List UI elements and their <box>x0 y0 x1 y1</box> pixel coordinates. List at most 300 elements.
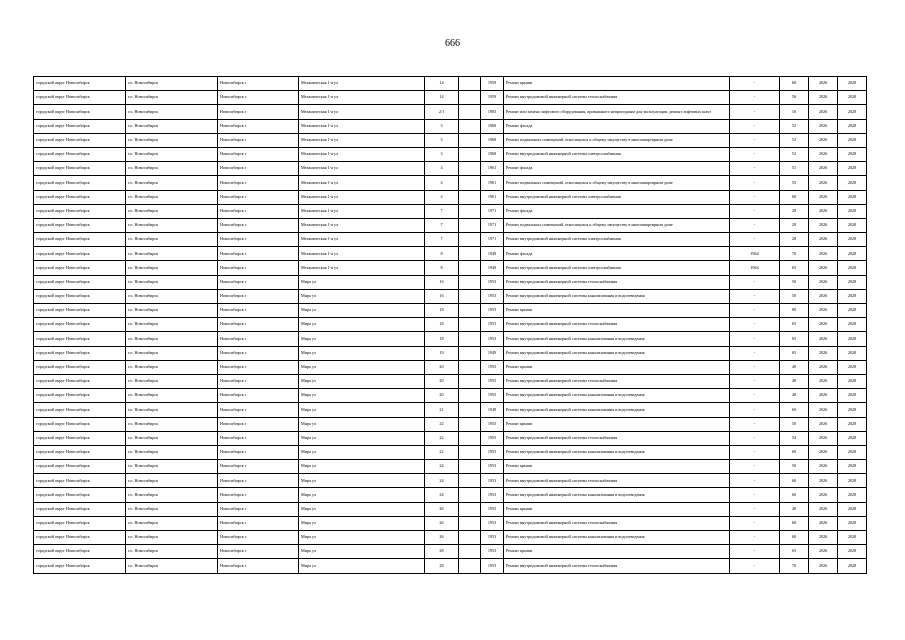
table-row <box>34 218 867 232</box>
cell-street: Мира ул <box>299 531 425 545</box>
cell-municipality: городской округ Новосибирск <box>34 474 126 488</box>
cell-street: Механическая 1-я ул <box>299 176 425 190</box>
cell-district: г.о. Новосибирск <box>126 332 218 346</box>
cell-year-built: 1955 <box>481 431 504 445</box>
cell-street: Механическая 1-я ул <box>299 261 425 275</box>
cell-district: г.о. Новосибирск <box>126 403 218 417</box>
cell-building <box>459 474 481 488</box>
cell-building <box>459 445 481 459</box>
table-row <box>34 431 867 445</box>
cell-reconstruction-year: - <box>730 304 780 318</box>
cell-municipality: городской округ Новосибирск <box>34 133 126 147</box>
cell-district: г.о. Новосибирск <box>126 417 218 431</box>
cell-year-built: 1971 <box>481 218 504 232</box>
cell-reconstruction-year: - <box>730 105 780 119</box>
cell-wear-percent: 55 <box>780 176 809 190</box>
cell-building <box>459 247 481 261</box>
cell-reconstruction-year: - <box>730 289 780 303</box>
cell-plan-end-year: 2028 <box>838 261 867 275</box>
cell-city: Новосибирск г <box>218 545 299 559</box>
cell-year-built: 1961 <box>481 162 504 176</box>
cell-wear-percent: 48 <box>780 374 809 388</box>
cell-house-number: 7 <box>425 204 459 218</box>
cell-street: Мира ул <box>299 417 425 431</box>
cell-building <box>459 374 481 388</box>
cell-house-number: 18 <box>425 332 459 346</box>
cell-street: Мира ул <box>299 289 425 303</box>
cell-plan-end-year: 2028 <box>838 403 867 417</box>
cell-city: Новосибирск г <box>218 190 299 204</box>
table-row <box>34 403 867 417</box>
cell-city: Новосибирск г <box>218 147 299 161</box>
cell-plan-end-year: 2028 <box>838 162 867 176</box>
cell-plan-end-year: 2028 <box>838 91 867 105</box>
cell-street: Механическая 1-я ул <box>299 91 425 105</box>
table-row <box>34 233 867 247</box>
cell-street: Механическая 1-я ул <box>299 119 425 133</box>
cell-building <box>459 204 481 218</box>
cell-year-built: 1953 <box>481 474 504 488</box>
page-number: 666 <box>445 38 460 49</box>
cell-house-number: 8 <box>425 247 459 261</box>
cell-plan-end-year: 2028 <box>838 204 867 218</box>
cell-plan-start-year: 2026 <box>809 531 838 545</box>
cell-building <box>459 488 481 502</box>
cell-house-number: 24 <box>425 488 459 502</box>
cell-plan-start-year: 2026 <box>809 176 838 190</box>
cell-wear-percent: 40 <box>780 360 809 374</box>
cell-house-number: 26 <box>425 502 459 516</box>
cell-wear-percent: 65 <box>780 545 809 559</box>
cell-municipality: городской округ Новосибирск <box>34 360 126 374</box>
cell-year-built: 1955 <box>481 445 504 459</box>
cell-year-built: 1953 <box>481 516 504 530</box>
cell-house-number: 22 <box>425 445 459 459</box>
cell-street: Мира ул <box>299 346 425 360</box>
cell-wear-percent: 40 <box>780 502 809 516</box>
cell-district: г.о. Новосибирск <box>126 119 218 133</box>
cell-reconstruction-year: - <box>730 346 780 360</box>
table-row <box>34 360 867 374</box>
cell-street: Механическая 1-я ул <box>299 218 425 232</box>
cell-plan-end-year: 2028 <box>838 389 867 403</box>
cell-house-number: 4 <box>425 190 459 204</box>
table-row <box>34 531 867 545</box>
cell-wear-percent: 52 <box>780 119 809 133</box>
cell-district: г.о. Новосибирск <box>126 545 218 559</box>
cell-plan-end-year: 2028 <box>838 417 867 431</box>
cell-street: Мира ул <box>299 488 425 502</box>
cell-street: Мира ул <box>299 374 425 388</box>
cell-city: Новосибирск г <box>218 289 299 303</box>
cell-district: г.о. Новосибирск <box>126 445 218 459</box>
cell-municipality: городской округ Новосибирск <box>34 559 126 573</box>
cell-year-built: 1953 <box>481 531 504 545</box>
cell-street: Мира ул <box>299 389 425 403</box>
cell-wear-percent: 51 <box>780 162 809 176</box>
cell-work-type: Ремонт внутридомовой инженерной системы электроснабжения <box>504 190 730 204</box>
cell-year-built: 1953 <box>481 460 504 474</box>
cell-year-built: 1953 <box>481 332 504 346</box>
table-row <box>34 105 867 119</box>
cell-municipality: городской округ Новосибирск <box>34 147 126 161</box>
cell-district: г.о. Новосибирск <box>126 133 218 147</box>
cell-building <box>459 460 481 474</box>
cell-building <box>459 147 481 161</box>
cell-district: г.о. Новосибирск <box>126 374 218 388</box>
cell-house-number: 8 <box>425 261 459 275</box>
cell-reconstruction-year: - <box>730 133 780 147</box>
cell-building <box>459 289 481 303</box>
cell-district: г.о. Новосибирск <box>126 261 218 275</box>
cell-street: Мира ул <box>299 332 425 346</box>
cell-municipality: городской округ Новосибирск <box>34 445 126 459</box>
cell-plan-start-year: 2026 <box>809 261 838 275</box>
cell-plan-start-year: 2026 <box>809 275 838 289</box>
cell-plan-end-year: 2028 <box>838 332 867 346</box>
cell-wear-percent: 65 <box>780 332 809 346</box>
cell-year-built: 1955 <box>481 360 504 374</box>
cell-district: г.о. Новосибирск <box>126 162 218 176</box>
cell-street: Механическая 1-я ул <box>299 247 425 261</box>
cell-plan-start-year: 2026 <box>809 389 838 403</box>
cell-building <box>459 389 481 403</box>
cell-city: Новосибирск г <box>218 105 299 119</box>
cell-street: Мира ул <box>299 545 425 559</box>
cell-wear-percent: 54 <box>780 431 809 445</box>
cell-district: г.о. Новосибирск <box>126 488 218 502</box>
cell-house-number: 2/1 <box>425 105 459 119</box>
cell-work-type: Ремонт внутридомовой инженерной системы теплоснабжения <box>504 275 730 289</box>
cell-municipality: городской округ Новосибирск <box>34 105 126 119</box>
table-row <box>34 502 867 516</box>
cell-wear-percent: 28 <box>780 233 809 247</box>
cell-work-type: Ремонт внутридомовой инженерной системы теплоснабжения <box>504 516 730 530</box>
cell-plan-end-year: 2028 <box>838 360 867 374</box>
cell-building <box>459 275 481 289</box>
cell-wear-percent: 70 <box>780 559 809 573</box>
cell-year-built: 1953 <box>481 318 504 332</box>
cell-city: Новосибирск г <box>218 275 299 289</box>
cell-district: г.о. Новосибирск <box>126 204 218 218</box>
cell-building <box>459 105 481 119</box>
cell-plan-end-year: 2028 <box>838 247 867 261</box>
cell-work-type: Ремонт внутридомовой инженерной системы канализования и водоотведения <box>504 531 730 545</box>
cell-plan-start-year: 2026 <box>809 247 838 261</box>
cell-building <box>459 218 481 232</box>
cell-municipality: городской округ Новосибирск <box>34 545 126 559</box>
cell-city: Новосибирск г <box>218 176 299 190</box>
cell-house-number: 16 <box>425 275 459 289</box>
cell-district: г.о. Новосибирск <box>126 474 218 488</box>
cell-wear-percent: 50 <box>780 289 809 303</box>
cell-plan-end-year: 2028 <box>838 531 867 545</box>
cell-reconstruction-year: - <box>730 559 780 573</box>
cell-year-built: 1968 <box>481 133 504 147</box>
cell-work-type: Ремонт внутридомовой инженерной системы канализования и водоотведения <box>504 488 730 502</box>
cell-work-type: Ремонт фасада <box>504 162 730 176</box>
cell-wear-percent: 56 <box>780 91 809 105</box>
cell-municipality: городской округ Новосибирск <box>34 374 126 388</box>
cell-plan-end-year: 2028 <box>838 318 867 332</box>
cell-house-number: 18 <box>425 304 459 318</box>
cell-work-type: Ремонт внутридомовой инженерной системы канализования и водоотведения <box>504 332 730 346</box>
cell-city: Новосибирск г <box>218 304 299 318</box>
cell-work-type: Ремонт крыши <box>504 77 730 91</box>
cell-municipality: городской округ Новосибирск <box>34 502 126 516</box>
cell-plan-start-year: 2026 <box>809 474 838 488</box>
cell-year-built: 1955 <box>481 374 504 388</box>
cell-work-type: Ремонт внутридомовой инженерной системы теплоснабжения <box>504 318 730 332</box>
cell-city: Новосибирск г <box>218 474 299 488</box>
cell-wear-percent: 60 <box>780 190 809 204</box>
cell-street: Мира ул <box>299 318 425 332</box>
cell-house-number: 4 <box>425 176 459 190</box>
cell-work-type: Ремонт внутридомовой инженерной системы канализования и водоотведения <box>504 289 730 303</box>
cell-work-type: Ремонт крыши <box>504 417 730 431</box>
cell-reconstruction-year: - <box>730 460 780 474</box>
cell-city: Новосибирск г <box>218 247 299 261</box>
cell-work-type: Ремонт крыши <box>504 502 730 516</box>
cell-plan-end-year: 2028 <box>838 218 867 232</box>
cell-municipality: городской округ Новосибирск <box>34 233 126 247</box>
cell-building <box>459 502 481 516</box>
cell-city: Новосибирск г <box>218 218 299 232</box>
cell-plan-start-year: 2026 <box>809 289 838 303</box>
cell-plan-start-year: 2026 <box>809 417 838 431</box>
cell-work-type: Ремонт внутридомовой инженерной системы теплоснабжения <box>504 91 730 105</box>
cell-reconstruction-year: - <box>730 403 780 417</box>
cell-work-type: Ремонт крыши <box>504 360 730 374</box>
cell-street: Мира ул <box>299 516 425 530</box>
cell-city: Новосибирск г <box>218 460 299 474</box>
cell-year-built: 1953 <box>481 289 504 303</box>
cell-building <box>459 403 481 417</box>
cell-reconstruction-year: - <box>730 389 780 403</box>
cell-street: Мира ул <box>299 360 425 374</box>
cell-reconstruction-year: - <box>730 176 780 190</box>
cell-street: Мира ул <box>299 559 425 573</box>
cell-wear-percent: 28 <box>780 204 809 218</box>
cell-street: Мира ул <box>299 431 425 445</box>
cell-plan-end-year: 2028 <box>838 133 867 147</box>
cell-plan-end-year: 2028 <box>838 488 867 502</box>
cell-municipality: городской округ Новосибирск <box>34 162 126 176</box>
cell-wear-percent: 52 <box>780 147 809 161</box>
cell-municipality: городской округ Новосибирск <box>34 77 126 91</box>
cell-house-number: 28 <box>425 559 459 573</box>
cell-reconstruction-year: - <box>730 91 780 105</box>
cell-municipality: городской округ Новосибирск <box>34 346 126 360</box>
cell-reconstruction-year: - <box>730 119 780 133</box>
cell-reconstruction-year: - <box>730 204 780 218</box>
cell-wear-percent: 50 <box>780 417 809 431</box>
cell-building <box>459 431 481 445</box>
cell-city: Новосибирск г <box>218 389 299 403</box>
cell-city: Новосибирск г <box>218 403 299 417</box>
cell-building <box>459 261 481 275</box>
cell-wear-percent: 60 <box>780 445 809 459</box>
cell-plan-start-year: 2026 <box>809 162 838 176</box>
cell-district: г.о. Новосибирск <box>126 389 218 403</box>
cell-plan-end-year: 2028 <box>838 77 867 91</box>
cell-district: г.о. Новосибирск <box>126 77 218 91</box>
cell-house-number: 20 <box>425 374 459 388</box>
cell-city: Новосибирск г <box>218 417 299 431</box>
cell-plan-start-year: 2026 <box>809 218 838 232</box>
cell-plan-end-year: 2028 <box>838 147 867 161</box>
cell-city: Новосибирск г <box>218 516 299 530</box>
table-row <box>34 289 867 303</box>
cell-plan-end-year: 2028 <box>838 289 867 303</box>
cell-plan-start-year: 2026 <box>809 119 838 133</box>
cell-year-built: 1959 <box>481 77 504 91</box>
cell-reconstruction-year: - <box>730 374 780 388</box>
cell-year-built: 1953 <box>481 559 504 573</box>
cell-work-type: Ремонт внутридомовой инженерной системы теплоснабжения <box>504 559 730 573</box>
cell-district: г.о. Новосибирск <box>126 516 218 530</box>
cell-work-type: Ремонт внутридомовой инженерной системы электроснабжения <box>504 233 730 247</box>
cell-wear-percent: 50 <box>780 275 809 289</box>
cell-wear-percent: 48 <box>780 389 809 403</box>
cell-building <box>459 346 481 360</box>
cell-street: Механическая 1-я ул <box>299 204 425 218</box>
cell-city: Новосибирск г <box>218 559 299 573</box>
cell-district: г.о. Новосибирск <box>126 190 218 204</box>
cell-plan-end-year: 2028 <box>838 304 867 318</box>
cell-plan-end-year: 2028 <box>838 559 867 573</box>
repair-schedule-table <box>33 76 867 574</box>
cell-house-number: 14 <box>425 91 459 105</box>
cell-house-number: 3 <box>425 119 459 133</box>
cell-municipality: городской округ Новосибирск <box>34 531 126 545</box>
table-row <box>34 318 867 332</box>
cell-district: г.о. Новосибирск <box>126 346 218 360</box>
cell-city: Новосибирск г <box>218 374 299 388</box>
table-row <box>34 488 867 502</box>
cell-year-built: 1949 <box>481 403 504 417</box>
table-row <box>34 516 867 530</box>
cell-municipality: городской округ Новосибирск <box>34 119 126 133</box>
cell-year-built: 1961 <box>481 176 504 190</box>
cell-work-type: Ремонт внутридомовой инженерной системы электроснабжения <box>504 147 730 161</box>
cell-district: г.о. Новосибирск <box>126 559 218 573</box>
cell-street: Механическая 1-я ул <box>299 133 425 147</box>
cell-district: г.о. Новосибирск <box>126 218 218 232</box>
cell-year-built: 1953 <box>481 275 504 289</box>
cell-municipality: городской округ Новосибирск <box>34 176 126 190</box>
cell-municipality: городской округ Новосибирск <box>34 204 126 218</box>
cell-wear-percent: 60 <box>780 488 809 502</box>
cell-building <box>459 545 481 559</box>
cell-municipality: городской округ Новосибирск <box>34 275 126 289</box>
cell-plan-start-year: 2026 <box>809 360 838 374</box>
cell-plan-end-year: 2028 <box>838 516 867 530</box>
cell-plan-start-year: 2026 <box>809 204 838 218</box>
cell-year-built: 1968 <box>481 147 504 161</box>
cell-house-number: 7 <box>425 218 459 232</box>
table-row <box>34 389 867 403</box>
cell-plan-start-year: 2026 <box>809 77 838 91</box>
cell-city: Новосибирск г <box>218 488 299 502</box>
cell-district: г.о. Новосибирск <box>126 176 218 190</box>
cell-plan-end-year: 2028 <box>838 502 867 516</box>
cell-wear-percent: 60 <box>780 77 809 91</box>
cell-plan-start-year: 2026 <box>809 346 838 360</box>
cell-street: Мира ул <box>299 474 425 488</box>
cell-work-type: Ремонт внутридомовой инженерной системы канализования и водоотведения <box>504 346 730 360</box>
cell-municipality: городской округ Новосибирск <box>34 431 126 445</box>
cell-house-number: 28 <box>425 545 459 559</box>
table-row <box>34 247 867 261</box>
cell-work-type: Ремонт фасада <box>504 119 730 133</box>
cell-building <box>459 162 481 176</box>
cell-street: Мира ул <box>299 403 425 417</box>
cell-plan-start-year: 2026 <box>809 105 838 119</box>
cell-municipality: городской округ Новосибирск <box>34 516 126 530</box>
cell-plan-start-year: 2026 <box>809 374 838 388</box>
cell-reconstruction-year: - <box>730 360 780 374</box>
cell-year-built: 1949 <box>481 346 504 360</box>
cell-city: Новосибирск г <box>218 133 299 147</box>
cell-district: г.о. Новосибирск <box>126 360 218 374</box>
table-row <box>34 460 867 474</box>
cell-plan-start-year: 2026 <box>809 403 838 417</box>
cell-plan-end-year: 2028 <box>838 431 867 445</box>
cell-city: Новосибирск г <box>218 77 299 91</box>
table-row <box>34 275 867 289</box>
cell-city: Новосибирск г <box>218 502 299 516</box>
cell-plan-end-year: 2028 <box>838 346 867 360</box>
table-row <box>34 417 867 431</box>
cell-wear-percent: 60 <box>780 474 809 488</box>
cell-work-type: Ремонт внутридомовой инженерной системы канализования и водоотведения <box>504 445 730 459</box>
cell-work-type: Ремонт внутридомовой инженерной системы теплоснабжения <box>504 374 730 388</box>
cell-city: Новосибирск г <box>218 360 299 374</box>
cell-city: Новосибирск г <box>218 162 299 176</box>
cell-building <box>459 77 481 91</box>
cell-reconstruction-year: - <box>730 233 780 247</box>
cell-house-number: 7 <box>425 233 459 247</box>
cell-wear-percent: 60 <box>780 531 809 545</box>
cell-building <box>459 133 481 147</box>
cell-house-number: 20 <box>425 360 459 374</box>
cell-reconstruction-year: 1964 <box>730 247 780 261</box>
cell-plan-start-year: 2026 <box>809 488 838 502</box>
table-row <box>34 119 867 133</box>
cell-street: Мира ул <box>299 275 425 289</box>
cell-plan-end-year: 2028 <box>838 176 867 190</box>
cell-city: Новосибирск г <box>218 531 299 545</box>
cell-street: Мира ул <box>299 502 425 516</box>
cell-work-type: Ремонт или замена лифтового оборудования, признанного непригодным для эксплуатации, ремонт лифтовых шахт <box>504 105 730 119</box>
cell-reconstruction-year: - <box>730 77 780 91</box>
cell-building <box>459 531 481 545</box>
cell-reconstruction-year: - <box>730 162 780 176</box>
table-row <box>34 474 867 488</box>
cell-house-number: 3 <box>425 147 459 161</box>
cell-municipality: городской округ Новосибирск <box>34 91 126 105</box>
cell-house-number: 19 <box>425 346 459 360</box>
cell-reconstruction-year: - <box>730 502 780 516</box>
cell-building <box>459 417 481 431</box>
cell-building <box>459 176 481 190</box>
cell-year-built: 1953 <box>481 545 504 559</box>
cell-district: г.о. Новосибирск <box>126 431 218 445</box>
table-row <box>34 147 867 161</box>
cell-year-built: 1959 <box>481 91 504 105</box>
cell-plan-start-year: 2026 <box>809 304 838 318</box>
